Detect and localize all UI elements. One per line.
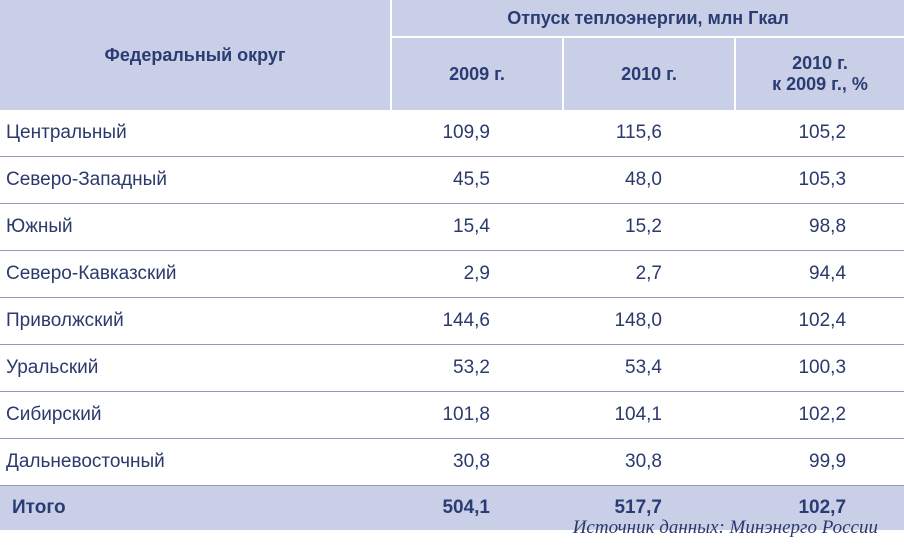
region-name: Южный — [0, 204, 391, 251]
table-row — [0, 298, 904, 345]
value-2009: 15,4 — [391, 204, 563, 251]
total-label: Итого — [0, 486, 391, 531]
value-2010: 53,4 — [563, 345, 735, 392]
value-ratio: 94,4 — [735, 251, 904, 298]
region-name: Северо-Западный — [0, 157, 391, 204]
value-2010: 2,7 — [563, 251, 735, 298]
region-name: Уральский — [0, 345, 391, 392]
value-2009: 2,9 — [391, 251, 563, 298]
value-2010: 15,2 — [563, 204, 735, 251]
header-ratio-line2: к 2009 г., % — [772, 74, 868, 94]
table-row — [0, 439, 904, 486]
table-header — [0, 0, 904, 110]
header-2010: 2010 г. — [563, 37, 735, 110]
table-body — [0, 110, 904, 530]
value-2009: 30,8 — [391, 439, 563, 486]
value-ratio: 102,2 — [735, 392, 904, 439]
value-ratio: 102,4 — [735, 298, 904, 345]
table-row — [0, 157, 904, 204]
total-ratio: 102,7 — [735, 486, 904, 531]
value-2010: 115,6 — [563, 110, 735, 157]
value-ratio: 98,8 — [735, 204, 904, 251]
header-ratio-line1: 2010 г. — [792, 53, 848, 73]
value-2010: 104,1 — [563, 392, 735, 439]
header-group: Отпуск теплоэнергии, млн Гкал — [391, 0, 904, 37]
value-2010: 30,8 — [563, 439, 735, 486]
region-name: Приволжский — [0, 298, 391, 345]
table-row — [0, 110, 904, 157]
value-2009: 109,9 — [391, 110, 563, 157]
total-2010: 517,7 — [563, 486, 735, 531]
table-row — [0, 204, 904, 251]
value-ratio: 99,9 — [735, 439, 904, 486]
header-2009: 2009 г. — [391, 37, 563, 110]
table-row — [0, 345, 904, 392]
value-2010: 48,0 — [563, 157, 735, 204]
source-note: Источник данных: Минэнерго России — [572, 517, 878, 538]
header-region: Федеральный округ — [0, 0, 391, 110]
header-ratio — [735, 37, 904, 110]
value-2009: 45,5 — [391, 157, 563, 204]
value-2009: 101,8 — [391, 392, 563, 439]
value-ratio: 105,2 — [735, 110, 904, 157]
value-ratio: 100,3 — [735, 345, 904, 392]
region-name: Дальневосточный — [0, 439, 391, 486]
region-name: Сибирский — [0, 392, 391, 439]
value-2009: 144,6 — [391, 298, 563, 345]
value-2009: 53,2 — [391, 345, 563, 392]
region-name: Северо-Кавказский — [0, 251, 391, 298]
total-2009: 504,1 — [391, 486, 563, 531]
value-ratio: 105,3 — [735, 157, 904, 204]
value-2010: 148,0 — [563, 298, 735, 345]
table-row — [0, 392, 904, 439]
region-name: Центральный — [0, 110, 391, 157]
table-row — [0, 251, 904, 298]
